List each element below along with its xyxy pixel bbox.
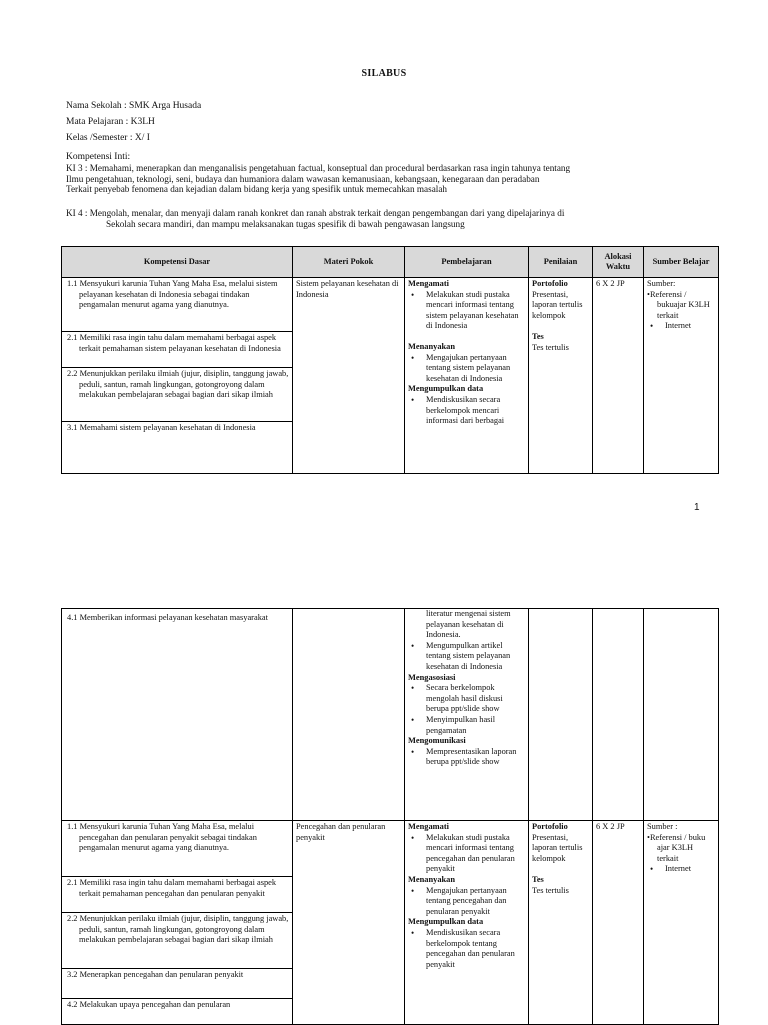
sumber-item: • Internet bbox=[647, 864, 715, 875]
ki3-block bbox=[66, 163, 646, 195]
kd-cell bbox=[62, 278, 293, 332]
kd-text: 4.2 Melakukan upaya pencegahan dan penularan bbox=[67, 1000, 231, 1009]
sumber-label: Sumber : bbox=[647, 822, 678, 831]
class-semester: Kelas /Semester : X/ I bbox=[66, 133, 150, 143]
kd-cell bbox=[62, 332, 293, 368]
materi-cell: Pencegahan dan penularan penyakit bbox=[293, 821, 405, 1025]
alokasi-cell: 6 X 2 JP bbox=[593, 821, 644, 1025]
step-heading: Mengumpulkan data bbox=[408, 384, 484, 394]
list-item: • Secara berkelompok mengolah hasil diskusi berupa ppt/slide show bbox=[408, 683, 525, 715]
kd-cell bbox=[62, 422, 293, 474]
ki4-line: KI 4 : Mengolah, menalar, dan menyaji dalam ranah konkret dan ranah abstrak terkait dengan pengembangan dari yang dipelajarinya di bbox=[66, 208, 565, 218]
kd-text: 4.1 Memberikan informasi pelayanan kesehatan masyarakat bbox=[67, 613, 268, 622]
sumber-cell bbox=[644, 609, 719, 821]
kd-text: 2.1 Memiliki rasa ingin tahu dalam memahami berbagai aspek terkait pemahaman sistem pelayanan kesehatan di Indonesia bbox=[67, 333, 281, 353]
sumber-item: •Referensi / buku ajar K3LH terkait bbox=[647, 832, 706, 863]
syllabus-table-page1 bbox=[61, 246, 719, 474]
sumber-item: •Referensi / bukuajar K3LH terkait bbox=[647, 289, 710, 320]
step-heading: Mengamati bbox=[408, 822, 449, 831]
materi-cell bbox=[293, 609, 405, 821]
penilaian-cell bbox=[529, 278, 593, 474]
step-heading: Mengomunikasi bbox=[408, 736, 466, 746]
continued-text: literatur mengenai sistem pelayanan kesehatan di Indonesia. bbox=[426, 609, 511, 640]
header-alokasi: Alokasi Waktu bbox=[593, 247, 644, 278]
kd-cell bbox=[62, 877, 293, 913]
ki-heading: Kompetensi Inti: bbox=[66, 152, 131, 162]
penilaian-cell bbox=[529, 609, 593, 821]
tes-text: Tes tertulis bbox=[532, 342, 569, 352]
page-title: SILABUS bbox=[361, 68, 407, 79]
kd-text: 3.2 Menerapkan pencegahan dan penularan penyakit bbox=[67, 970, 244, 979]
header-kd: Kompetensi Dasar bbox=[62, 247, 293, 278]
tes-label: Tes bbox=[532, 332, 544, 342]
alokasi-cell bbox=[593, 609, 644, 821]
portofolio-label: Portofolio bbox=[532, 279, 568, 288]
header-pembelajaran: Pembelajaran bbox=[405, 247, 529, 278]
sumber-label: Sumber: bbox=[647, 279, 676, 288]
table-row bbox=[62, 609, 719, 821]
ki3-line: KI 3 : Memahami, menerapkan dan menganalisis pengetahuan factual, konseptual dan procedural berdasarkan rasa ingin tahunya tentang bbox=[66, 163, 571, 173]
subject-name: Mata Pelajaran : K3LH bbox=[66, 117, 155, 127]
syllabus-table-page2 bbox=[61, 608, 719, 1025]
sumber-cell bbox=[644, 821, 719, 1025]
kd-cell bbox=[62, 821, 293, 877]
kd-cell bbox=[62, 999, 293, 1025]
school-name: Nama Sekolah : SMK Arga Husada bbox=[66, 101, 202, 111]
kd-text: 2.2 Menunjukkan perilaku ilmiah (jujur, disiplin, tanggung jawab, peduli, santun, ramah lingkungan, gotongroyong dalam melakukan pembelajaran sebagai bagian dari sikap ilmiah bbox=[67, 914, 289, 945]
portofolio-text: Presentasi, laporan tertulis kelompok bbox=[532, 832, 583, 863]
ki3-line: Ilmu pengetahuan, teknologi, seni, budaya dan humaniora dalam wawasan kemanusiaan, kebangsaan, kenegaraan dan peradaban bbox=[66, 173, 540, 184]
list-item: • Mengumpulkan artikel tentang sistem pelayanan kesehatan di Indonesia bbox=[408, 641, 525, 673]
ki3-line: Terkait penyebab fenomena dan kejadian dalam bidang kerja yang spesifik untuk memecahkan masalah bbox=[66, 184, 448, 194]
step-heading: Mengasosiasi bbox=[408, 672, 456, 682]
list-item: • Melakukan studi pustaka mencari informasi tentang pencegahan dan penularan penyakit bbox=[408, 833, 525, 875]
tes-text: Tes tertulis bbox=[532, 885, 569, 895]
sumber-cell bbox=[644, 278, 719, 474]
step-heading: Mengumpulkan data bbox=[408, 917, 484, 927]
portofolio-text: Presentasi, laporan tertulis kelompok bbox=[532, 289, 583, 320]
pembelajaran-cell bbox=[405, 609, 529, 821]
page-number: 1 bbox=[694, 502, 700, 513]
list-item: • Mengajukan pertanyaan tentang sistem pelayanan kesehatan di Indonesia bbox=[408, 353, 525, 385]
portofolio-label: Portofolio bbox=[532, 822, 568, 831]
penilaian-cell bbox=[529, 821, 593, 1025]
header-sumber: Sumber Belajar bbox=[644, 247, 719, 278]
table-row bbox=[62, 278, 719, 332]
table-header-row bbox=[62, 247, 719, 278]
kd-text: 1.1 Mensyukuri karunia Tuhan Yang Maha Esa, melalui sistem pelayanan kesehatan di Indonesia sebagai tindakan pengamalan menurut agama yang dianutnya. bbox=[67, 279, 278, 310]
kd-cell bbox=[62, 913, 293, 969]
kd-cell bbox=[62, 969, 293, 999]
kd-cell bbox=[62, 609, 293, 821]
sumber-item: • Internet bbox=[647, 321, 715, 332]
list-item: • Mendiskusikan secara berkelompok tentang pencegahan dan penularan penyakit bbox=[408, 928, 525, 970]
kd-text: 1.1 Mensyukuri karunia Tuhan Yang Maha Esa, melalui pencegahan dan penularan penyakit sebagai tindakan pengamalan menurut agama yang dianutnya. bbox=[67, 822, 257, 853]
step-heading: Menanyakan bbox=[408, 341, 456, 351]
step-heading: Menanyakan bbox=[408, 874, 456, 884]
alokasi-cell: 6 X 2 JP bbox=[593, 278, 644, 474]
list-item: • Mempresentasikan laporan berupa ppt/slide show bbox=[408, 747, 525, 768]
table-row bbox=[62, 821, 719, 877]
list-item: • Melakukan studi pustaka mencari informasi tentang sistem pelayanan kesehatan di Indonesia bbox=[408, 290, 525, 332]
kd-cell bbox=[62, 368, 293, 422]
pembelajaran-cell bbox=[405, 821, 529, 1025]
step-heading: Mengamati bbox=[408, 279, 449, 288]
ki4-line: Sekolah secara mandiri, dan mampu melaksanakan tugas spesifik di bawah pengawasan langsung bbox=[106, 218, 465, 229]
kd-text: 2.2 Menunjukkan perilaku ilmiah (jujur, disiplin, tanggung jawab, peduli, santun, ramah lingkungan, gotongroyong dalam melakukan pembelajaran sebagai bagian dari sikap ilmiah bbox=[67, 369, 289, 400]
ki4-block bbox=[66, 208, 646, 229]
header-penilaian: Penilaian bbox=[529, 247, 593, 278]
tes-label: Tes bbox=[532, 875, 544, 885]
kd-text: 3.1 Memahami sistem pelayanan kesehatan di Indonesia bbox=[67, 423, 256, 432]
list-item: • Mendiskusikan secara berkelompok mencari informasi dari berbagai bbox=[408, 395, 525, 427]
list-item: • Menyimpulkan hasil pengamatan bbox=[408, 715, 525, 736]
materi-cell: Sistem pelayanan kesehatan di Indonesia bbox=[293, 278, 405, 474]
pembelajaran-cell bbox=[405, 278, 529, 474]
header-materi: Materi Pokok bbox=[293, 247, 405, 278]
list-item: • Mengajukan pertanyaan tentang pencegahan dan penularan penyakit bbox=[408, 886, 525, 918]
kd-text: 2.1 Memiliki rasa ingin tahu dalam memahami berbagai aspek terkait pemahaman pencegahan dan penularan penyakit bbox=[67, 878, 277, 898]
